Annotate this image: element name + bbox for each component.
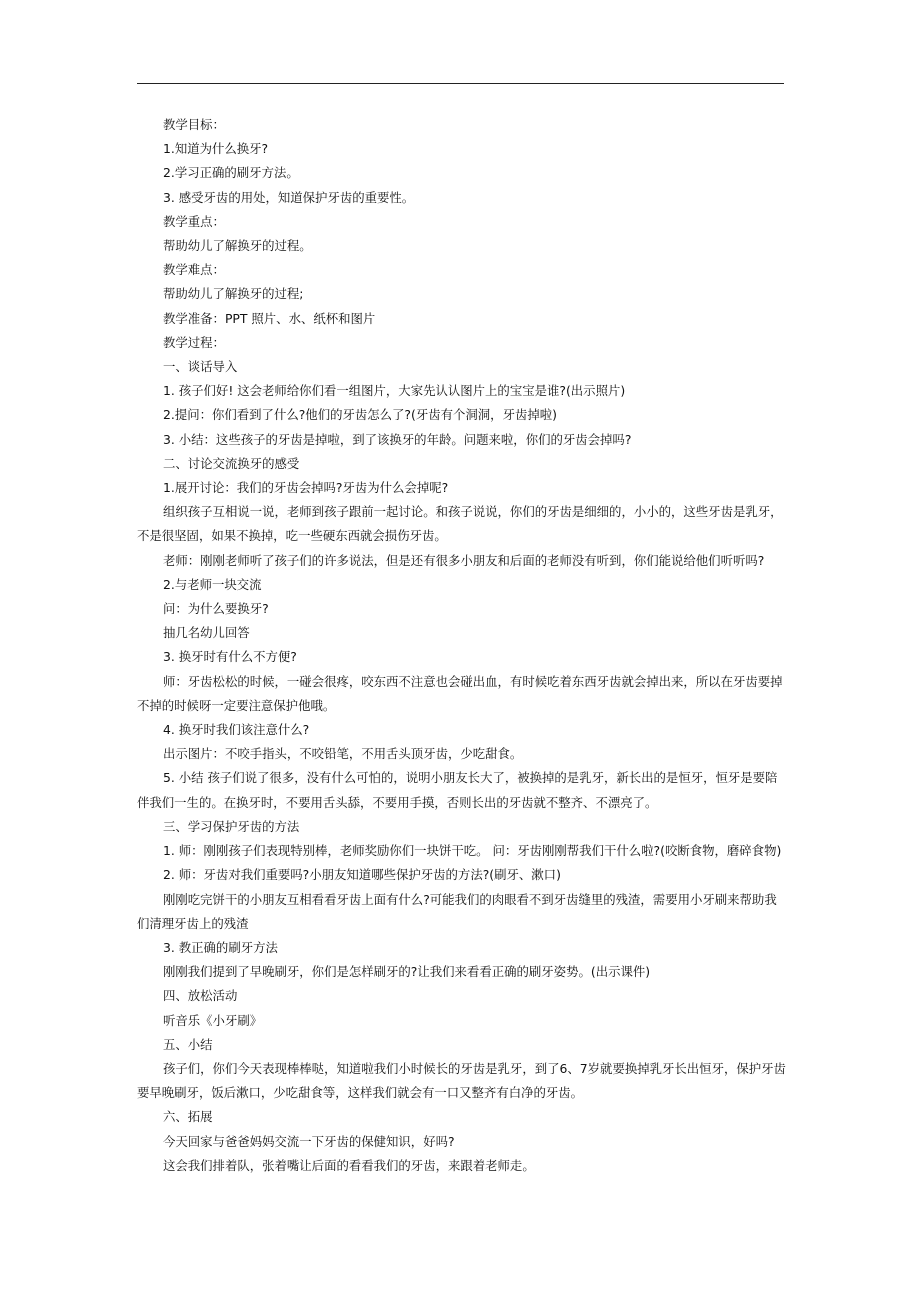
paragraph: 教学过程： xyxy=(163,334,225,350)
paragraph: 3. 小结：这些孩子的牙齿是掉啦，到了该换牙的年龄。问题来啦，你们的牙齿会掉吗? xyxy=(163,431,632,447)
paragraph: 5. 小结 孩子们说了很多，没有什么可怕的，说明小朋友长大了，被换掉的是乳牙，新长出的是恒牙，恒牙是要陪伴我们一生的。在换牙时，不要用舌头舔，不要用手摸，否则长出的牙齿就不整齐、不漂亮了。 xyxy=(137,770,778,810)
paragraph: 抽几名幼儿回答 xyxy=(163,625,250,641)
paragraph: 六、拓展 xyxy=(163,1109,213,1125)
document-body xyxy=(137,113,787,1178)
paragraph: 一、谈话导入 xyxy=(163,359,238,375)
paragraph: 1. 孩子们好! 这会老师给你们看一组图片，大家先认认图片上的宝宝是谁?(出示照片) xyxy=(163,383,626,399)
paragraph: 听音乐《小牙刷》 xyxy=(163,1012,263,1028)
paragraph: 帮助幼儿了解换牙的过程; xyxy=(163,286,304,302)
paragraph: 3. 感受牙齿的用处，知道保护牙齿的重要性。 xyxy=(163,189,415,205)
paragraph: 五、小结 xyxy=(163,1036,213,1052)
paragraph: 刚刚我们提到了早晚刷牙，你们是怎样刷牙的?让我们来看看正确的刷牙姿势。(出示课件) xyxy=(163,964,651,980)
paragraph: 组织孩子互相说一说，老师到孩子跟前一起讨论。和孩子说说，你们的牙齿是细细的，小小的，这些牙齿是乳牙，不是很坚固，如果不换掉，吃一些硬东西就会损伤牙齿。 xyxy=(137,504,783,544)
paragraph: 二、讨论交流换牙的感受 xyxy=(163,455,300,471)
paragraph: 2.学习正确的刷牙方法。 xyxy=(163,165,299,181)
paragraph: 3. 教正确的刷牙方法 xyxy=(163,939,278,955)
paragraph: 1.展开讨论：我们的牙齿会掉吗?牙齿为什么会掉呢? xyxy=(163,480,449,496)
paragraph: 刚刚吃完饼干的小朋友互相看看牙齿上面有什么?可能我们的肉眼看不到牙齿缝里的残渣，需要用小牙刷来帮助我们清理牙齿上的残渣 xyxy=(137,891,777,931)
paragraph: 问：为什么要换牙? xyxy=(163,601,269,617)
paragraph: 老师：刚刚老师听了孩子们的许多说法，但是还有很多小朋友和后面的老师没有听到，你们能说给他们听听吗? xyxy=(163,552,765,568)
paragraph: 四、放松活动 xyxy=(163,988,238,1004)
paragraph: 3. 换牙时有什么不方便? xyxy=(163,649,297,665)
header-rule xyxy=(137,83,784,84)
paragraph: 三、学习保护牙齿的方法 xyxy=(163,818,300,834)
paragraph: 1.知道为什么换牙? xyxy=(163,141,269,157)
paragraph: 师：牙齿松松的时候，一碰会很疼，咬东西不注意也会碰出血，有时候吃着东西牙齿就会掉出来，所以在牙齿要掉不掉的时候呀一定要注意保护他哦。 xyxy=(137,673,783,713)
paragraph: 孩子们，你们今天表现棒棒哒，知道啦我们小时候长的牙齿是乳牙，到了6、7岁就要换掉乳牙长出恒牙，保护牙齿要早晚刷牙，饭后漱口，少吃甜食等，这样我们就会有一口又整齐有白净的牙齿。 xyxy=(137,1060,786,1101)
paragraph: 教学准备：PPT 照片、水、纸杯和图片 xyxy=(163,310,376,326)
paragraph: 出示图片：不咬手指头，不咬铅笔，不用舌头顶牙齿，少吃甜食。 xyxy=(163,746,523,762)
paragraph: 教学目标： xyxy=(163,117,225,132)
paragraph: 帮助幼儿了解换牙的过程。 xyxy=(163,238,312,254)
paragraph: 2. 师：牙齿对我们重要吗?小朋友知道哪些保护牙齿的方法?(刷牙、漱口) xyxy=(163,867,561,883)
paragraph: 2.与老师一块交流 xyxy=(163,576,262,592)
paragraph: 1. 师：刚刚孩子们表现特别棒，老师奖励你们一块饼干吃。 问：牙齿刚刚帮我们干什么啦?(咬断食物，磨碎食物) xyxy=(163,843,782,859)
paragraph: 教学难点： xyxy=(163,262,225,278)
paragraph: 这会我们排着队，张着嘴让后面的看看我们的牙齿，来跟着老师走。 xyxy=(163,1157,535,1173)
paragraph: 今天回家与爸爸妈妈交流一下牙齿的保健知识，好吗? xyxy=(163,1133,455,1149)
paragraph: 2.提问：你们看到了什么?他们的牙齿怎么了?(牙齿有个洞洞，牙齿掉啦) xyxy=(163,407,557,423)
paragraph: 4. 换牙时我们该注意什么? xyxy=(163,722,310,738)
paragraph: 教学重点： xyxy=(163,213,225,229)
